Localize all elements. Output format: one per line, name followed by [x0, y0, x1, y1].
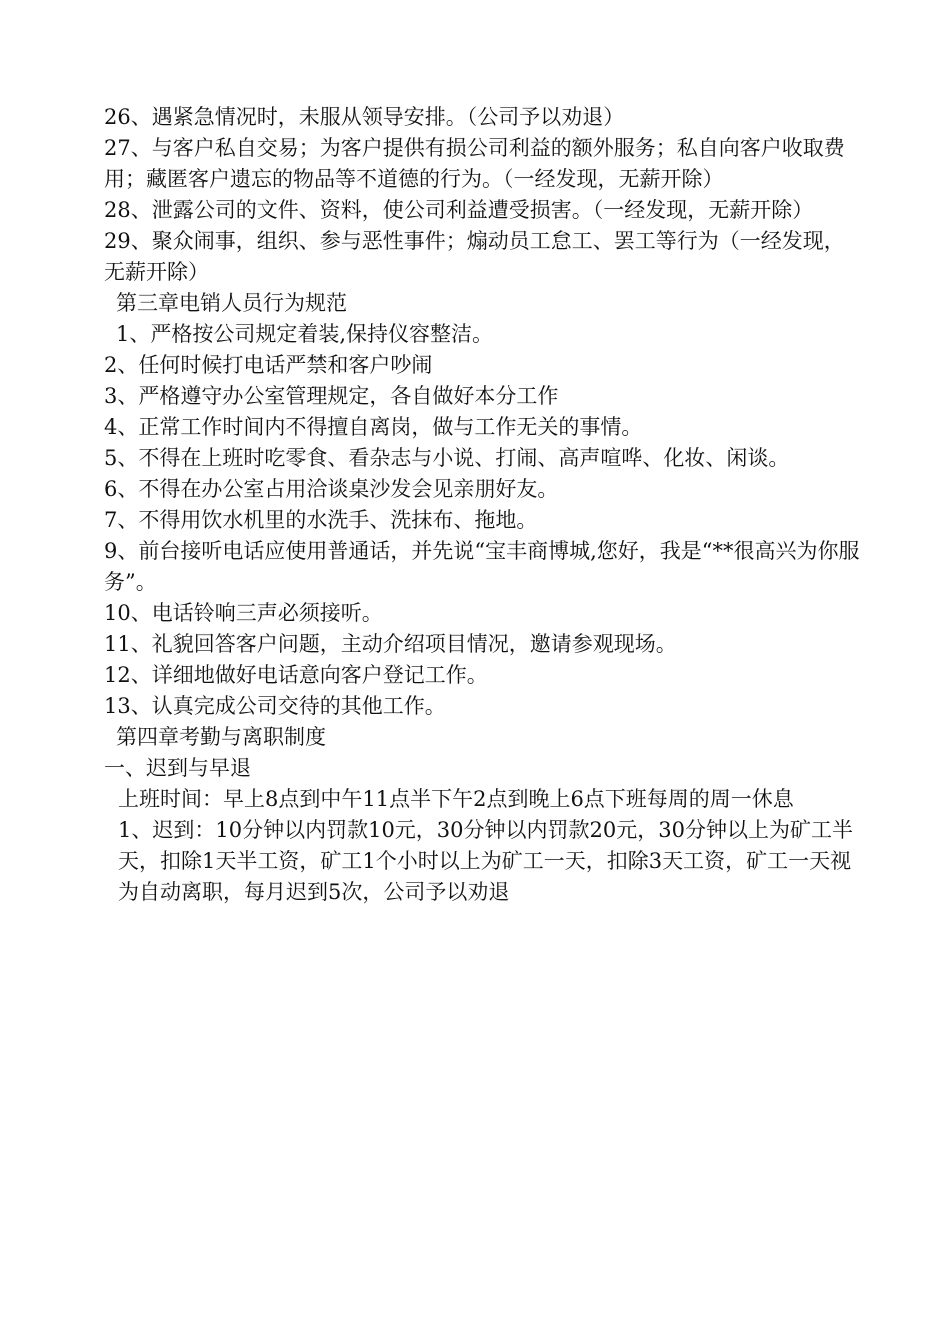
chapter3-rule-5: 5、不得在上班时吃零食、看杂志与小说、打闹、高声喧哗、化妆、闲谈。 [104, 446, 790, 470]
item-27: 27、与客户私自交易；为客户提供有损公司利益的额外服务；私自向客户收取费用；藏匿客户遗忘的物品等不道德的行为。（一经发现，无薪开除） [104, 136, 845, 191]
chapter3-rule-1: 1、严格按公司规定着装,保持仪容整洁。 [116, 322, 494, 346]
item-28: 28、泄露公司的文件、资料，使公司利益遭受损害。（一经发现，无薪开除） [104, 198, 814, 222]
chapter3-rule-2: 2、任何时候打电话严禁和客户吵闹 [104, 353, 433, 377]
item-26: 26、遇紧急情况时，未服从领导安排。（公司予以劝退） [104, 105, 625, 129]
work-hours: 上班时间：早上8点到中午11点半下午2点到晚上6点下班每周的周一休息 [118, 787, 794, 811]
chapter4-title: 第四章考勤与离职制度 [116, 725, 326, 749]
document-page [104, 102, 864, 908]
chapter3-rule-13: 13、认真完成公司交待的其他工作。 [104, 694, 446, 718]
chapter3-rule-4: 4、正常工作时间内不得擅自离岗，做与工作无关的事情。 [104, 415, 643, 439]
chapter4-section-1: 一、迟到与早退 [104, 756, 251, 780]
chapter3-title: 第三章电销人员行为规范 [116, 291, 347, 315]
chapter3-rule-12: 12、详细地做好电话意向客户登记工作。 [104, 663, 488, 687]
chapter3-rule-6: 6、不得在办公室占用洽谈桌沙发会见亲朋好友。 [104, 477, 559, 501]
chapter3-rule-9: 9、前台接听电话应使用普通话，并先说“宝丰商博城,您好，我是“**很高兴为你服务”。 [104, 539, 860, 594]
chapter3-rule-7: 7、不得用饮水机里的水洗手、洗抹布、拖地。 [104, 508, 538, 532]
chapter3-rule-10: 10、电话铃响三声必须接听。 [104, 601, 383, 625]
item-29: 29、聚众闹事，组织、参与恶性事件；煽动员工怠工、罢工等行为（一经发现，无薪开除） [104, 229, 845, 284]
late-rule: 1、迟到：10分钟以内罚款10元，30分钟以内罚款20元，30分钟以上为矿工半天，扣除1天半工资，矿工1个小时以上为矿工一天，扣除3天工资，矿工一天视为自动离职，每月迟到5次，公司予以劝退 [118, 818, 853, 904]
chapter3-rule-11: 11、礼貌回答客户问题，主动介绍项目情况，邀请参观现场。 [104, 632, 677, 656]
chapter3-rule-3: 3、严格遵守办公室管理规定，各自做好本分工作 [104, 384, 559, 408]
